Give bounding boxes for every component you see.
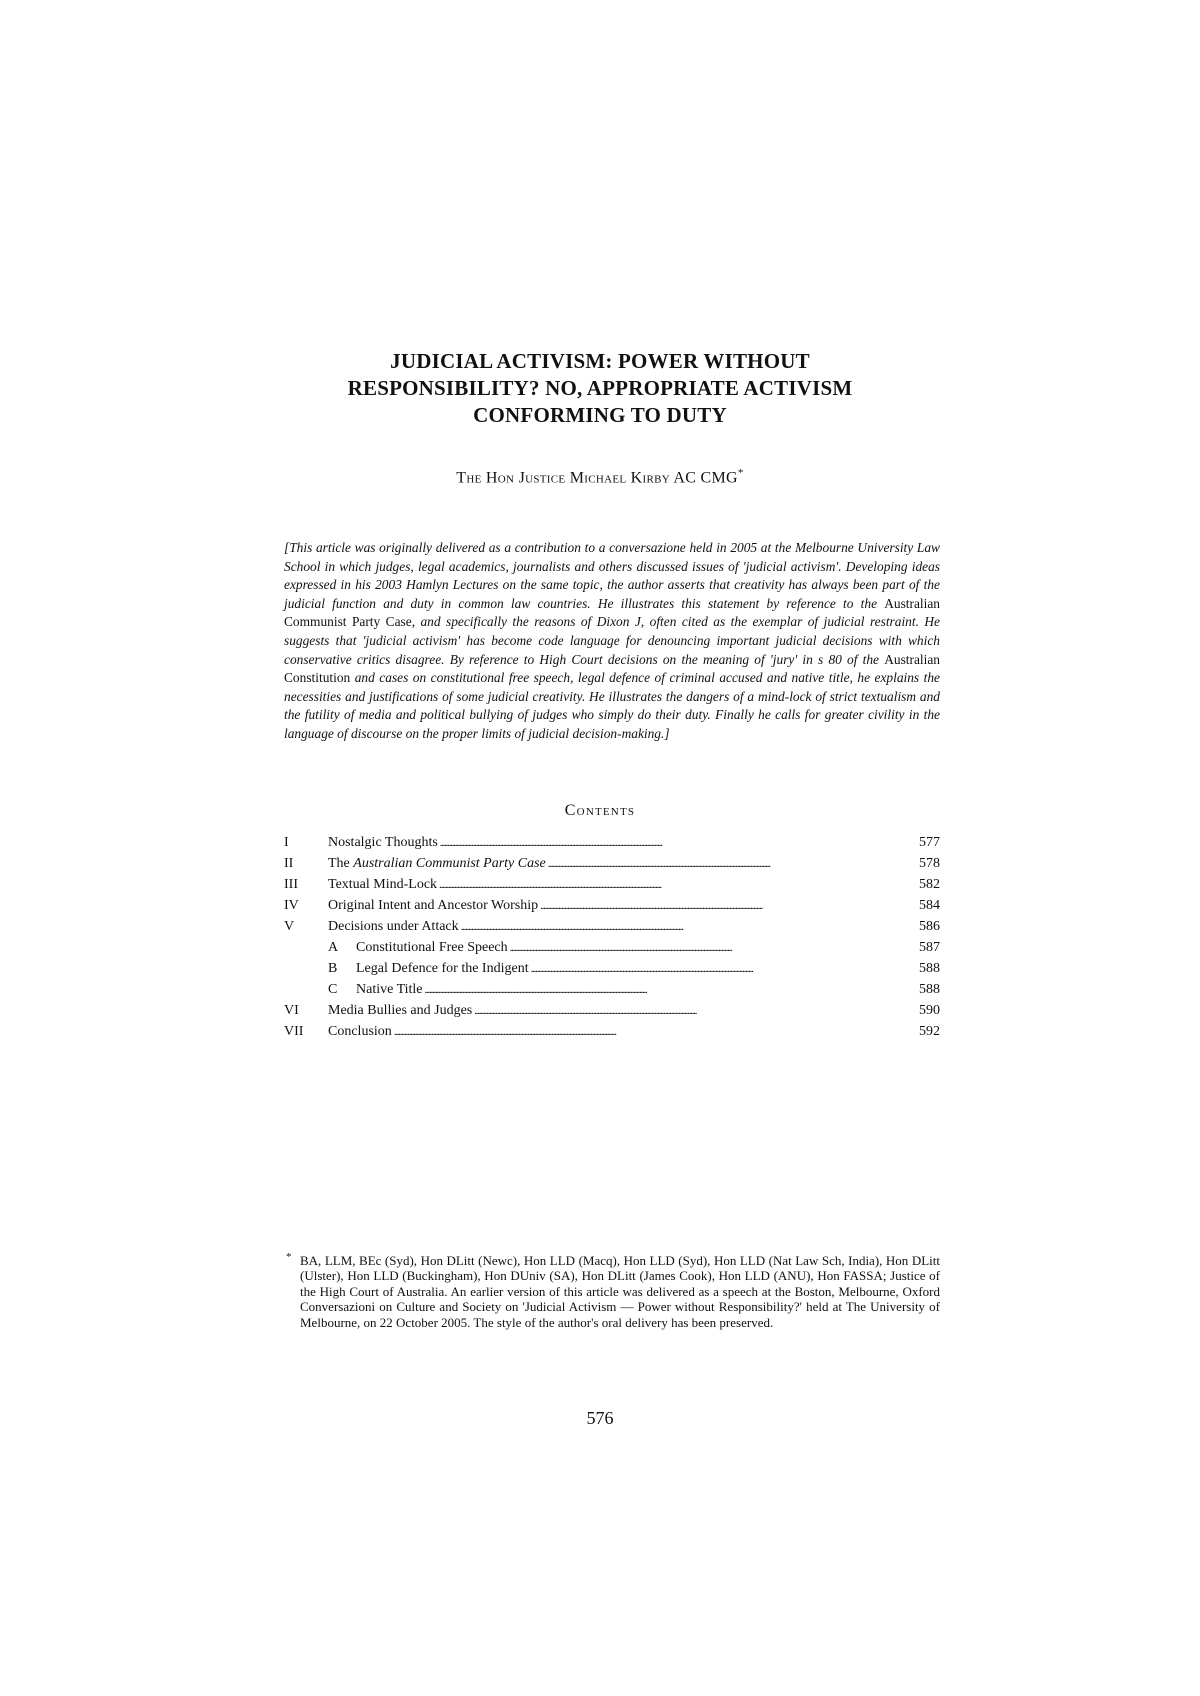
toc-leader-dots xyxy=(394,1021,917,1043)
toc-subentry[interactable] xyxy=(284,937,940,958)
toc-subentry[interactable] xyxy=(284,958,940,979)
table-of-contents xyxy=(284,832,940,1042)
toc-page: 577 xyxy=(919,835,940,850)
toc-number: IV xyxy=(284,898,299,913)
toc-leader-dots xyxy=(474,1000,917,1022)
author-footnote-marker[interactable]: * xyxy=(737,467,744,479)
toc-subentry[interactable] xyxy=(284,979,940,1000)
abstract-part-1: [This article was originally delivered as a contribution to a conversazione held in 2005 at the Melbourne University Law School in which judges, legal academics, journalists and others discussed issues of 'judicial activism'. Developing ideas expressed in his 2003 Hamlyn Lectures on the same topic, the author asserts that creativity has always been part of the judicial function and duty in common law countries. He illustrates this statement by reference to the xyxy=(284,540,940,611)
abstract-constitution: Australian Constitution xyxy=(284,651,940,686)
toc-page: 582 xyxy=(919,877,940,892)
toc-title: Media Bullies and Judges xyxy=(328,1003,473,1018)
toc-number: III xyxy=(284,877,298,892)
toc-number: VII xyxy=(284,1024,304,1039)
abstract-case-name: Australian Communist Party Case xyxy=(284,595,940,630)
toc-title: Conclusion xyxy=(328,1024,392,1039)
toc-page: 592 xyxy=(919,1024,940,1039)
toc-leader-dots xyxy=(439,874,917,896)
article-title xyxy=(250,348,950,429)
toc-number: V xyxy=(284,919,295,934)
toc-page: 586 xyxy=(919,919,940,934)
toc-page: 588 xyxy=(919,961,940,976)
toc-number: I xyxy=(284,835,289,850)
title-line-3: CONFORMING TO DUTY xyxy=(473,403,727,427)
toc-leader-dots xyxy=(440,832,917,854)
toc-sub-letter: C xyxy=(328,982,338,997)
toc-page: 578 xyxy=(919,856,940,871)
toc-sub-letter: B xyxy=(328,961,338,976)
toc-entry[interactable] xyxy=(284,853,940,874)
toc-title: Constitutional Free Speech xyxy=(356,940,508,955)
abstract-part-2: , and specifically the reasons of Dixon J, often cited as the exemplar of judicial restraint. He suggests that 'judicial activism' has become code language for denouncing important judicial decisions with which conservative critics disagree. By reference to High Court decisions on the meaning of 'jury' in s 80 of the xyxy=(284,614,940,667)
toc-number: VI xyxy=(284,1003,299,1018)
toc-title-italic: Australian Communist Party Case xyxy=(353,856,546,871)
toc-title: Nostalgic Thoughts xyxy=(328,835,438,850)
toc-entry[interactable] xyxy=(284,916,940,937)
toc-entry[interactable] xyxy=(284,1021,940,1042)
toc-leader-dots xyxy=(510,937,917,959)
toc-page: 584 xyxy=(919,898,940,913)
title-line-2: RESPONSIBILITY? NO, APPROPRIATE ACTIVISM xyxy=(347,376,853,400)
toc-leader-dots xyxy=(425,979,917,1001)
toc-leader-dots xyxy=(540,895,917,917)
toc-entry[interactable] xyxy=(284,874,940,895)
toc-sub-letter: A xyxy=(328,940,339,955)
toc-page: 590 xyxy=(919,1003,940,1018)
page-number: 576 xyxy=(586,1408,614,1428)
toc-entry[interactable] xyxy=(284,1000,940,1021)
toc-leader-dots xyxy=(531,958,917,980)
toc-title xyxy=(328,853,546,874)
footnote-text: BA, LLM, BEc (Syd), Hon DLitt (Newc), Hon LLD (Macq), Hon LLD (Syd), Hon LLD (Nat Law Sch, India), Hon DLitt (Ulster), Hon LLD (Buckingham), Hon DUniv (SA), Hon DLitt (James Cook), Hon LLD (ANU), Hon FASSA; Justice of the High Court of Australia. An earlier version of this article was delivered as a speech at the Boston, Melbourne, Oxford Conversazioni on Culture and Society on 'Judicial Activism — Power without Responsibility?' held at The University of Melbourne, on 22 October 2005. The style of the author's oral delivery has been preserved. xyxy=(300,1253,940,1330)
toc-title: Original Intent and Ancestor Worship xyxy=(328,898,539,913)
author-byline xyxy=(250,467,950,487)
toc-entry[interactable] xyxy=(284,832,940,853)
toc-title: Textual Mind-Lock xyxy=(328,877,438,892)
abstract xyxy=(284,539,940,744)
abstract-part-3: and cases on constitutional free speech, legal defence of criminal accused and native title, he explains the necessities and justifications of some judicial creativity. He illustrates the dangers of a mind-lock of strict textualism and the futility of media and political bullying of judges who simply do their duty. Finally he calls for greater civility in the language of discourse on the proper limits of judicial decision-making.] xyxy=(284,670,940,741)
toc-entry[interactable] xyxy=(284,895,940,916)
toc-title: Legal Defence for the Indigent xyxy=(356,961,529,976)
footnote xyxy=(286,1251,940,1330)
toc-title-prefix: The xyxy=(328,856,354,871)
footnote-marker: * xyxy=(286,1251,292,1263)
title-line-1: JUDICIAL ACTIVISM: POWER WITHOUT xyxy=(390,349,810,373)
author-name: The Hon Justice Michael Kirby AC CMG xyxy=(456,469,738,487)
toc-title: Native Title xyxy=(356,982,423,997)
toc-leader-dots xyxy=(548,853,917,875)
toc-page: 588 xyxy=(919,982,940,997)
toc-title: Decisions under Attack xyxy=(328,919,459,934)
contents-heading: Contents xyxy=(564,802,636,819)
toc-number: II xyxy=(284,856,294,871)
toc-page: 587 xyxy=(919,940,940,955)
toc-leader-dots xyxy=(461,916,917,938)
